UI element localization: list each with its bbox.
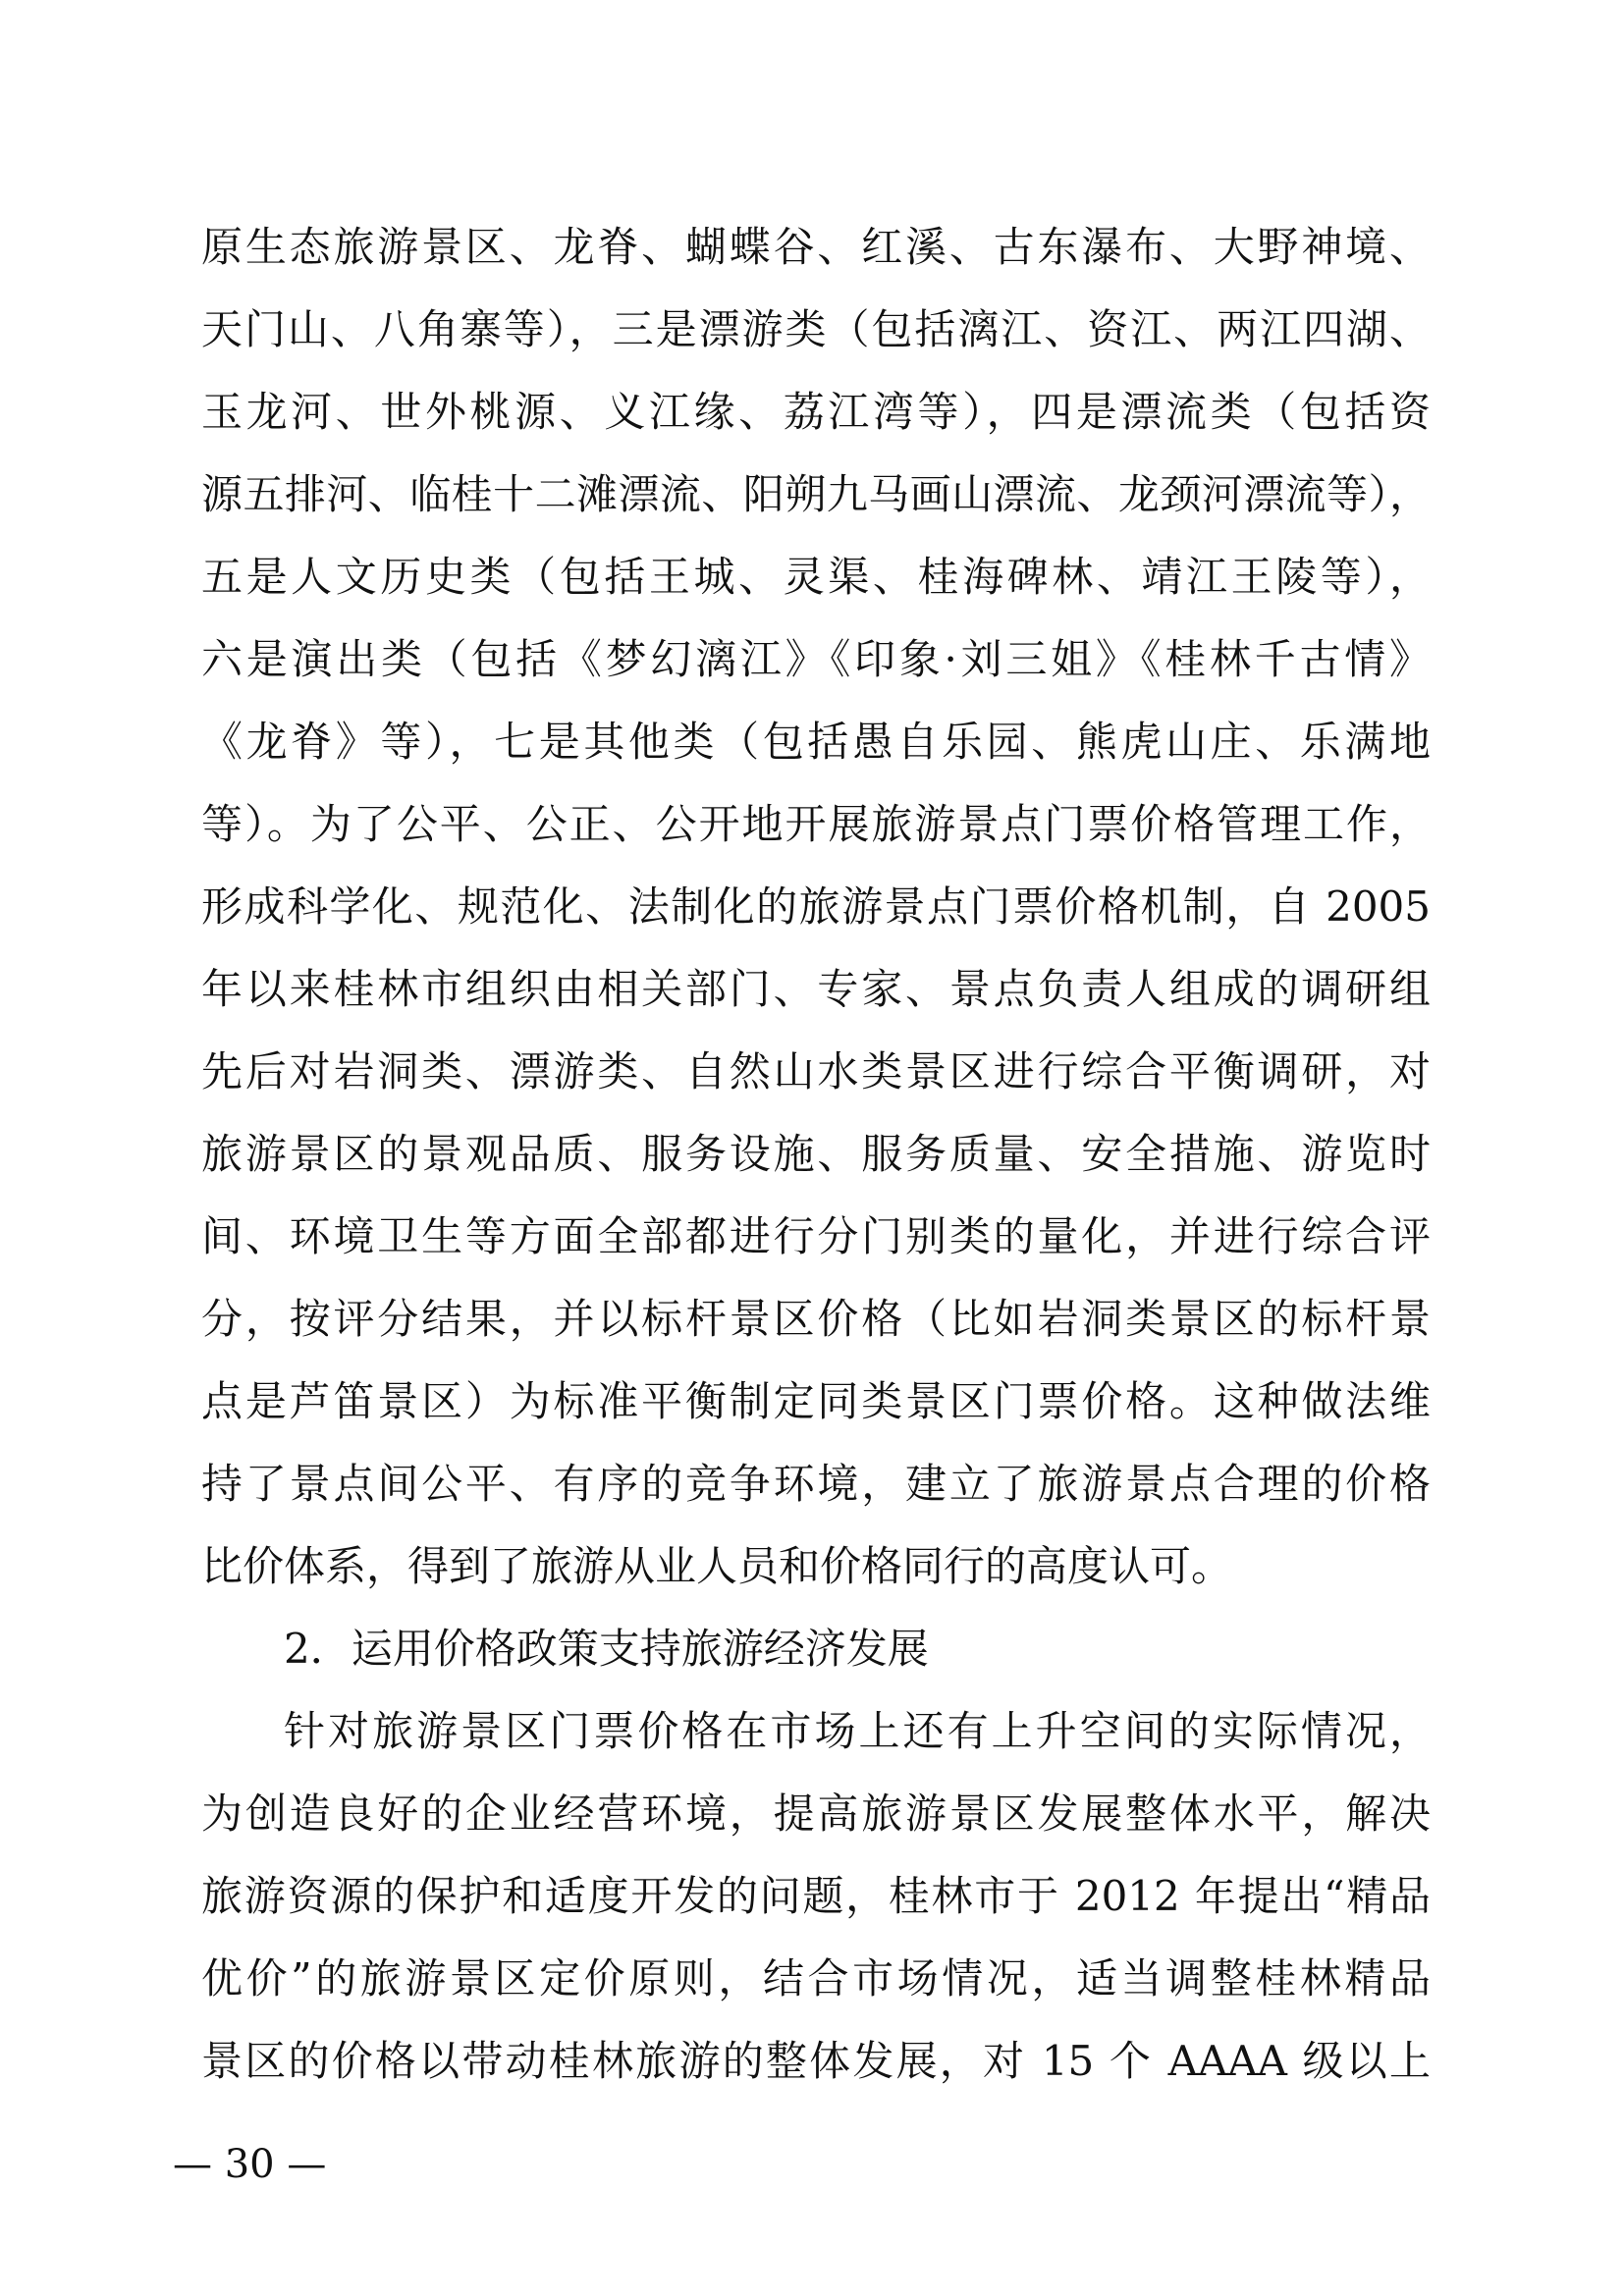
body-text-line: 间、环境卫生等方面全部都进行分门别类的量化，并进行综合评 (201, 1212, 1431, 1260)
body-text-line: 优价”的旅游景区定价原则，结合市场情况，适当调整桂林精品 (201, 1954, 1431, 2002)
body-text-line: 原生态旅游景区、龙脊、蝴蝶谷、红溪、古东瀑布、大野神境、 (201, 223, 1431, 271)
body-text-line: 源五排河、临桂十二滩漂流、阳朔九马画山漂流、龙颈河漂流等）， (201, 470, 1431, 518)
body-text-line: 景区的价格以带动桂林旅游的整体发展，对 15 个 AAAA 级以上 (201, 2037, 1431, 2085)
page-number: — 30 — (173, 2142, 327, 2187)
body-text-line: 点是芦笛景区）为标准平衡制定同类景区门票价格。这种做法维 (201, 1377, 1431, 1425)
body-text-line: 六是演出类（包括《梦幻漓江》《印象·刘三姐》《桂林千古情》 (201, 635, 1431, 683)
body-text-line: 形成科学化、规范化、法制化的旅游景点门票价格机制，自 2005 (201, 882, 1431, 931)
body-text-line: 五是人文历史类（包括王城、灵渠、桂海碑林、靖江王陵等）， (201, 553, 1431, 601)
body-text-line: 比价体系，得到了旅游从业人员和价格同行的高度认可。 (201, 1542, 1233, 1590)
body-text-line: 玉龙河、世外桃源、义江缘、荔江湾等），四是漂流类（包括资 (201, 388, 1431, 436)
body-text-line: 《龙脊》等），七是其他类（包括愚自乐园、熊虎山庄、乐满地 (201, 718, 1431, 766)
body-text-line: 旅游景区的景观品质、服务设施、服务质量、安全措施、游览时 (201, 1130, 1431, 1178)
body-text-line: 持了景点间公平、有序的竞争环境，建立了旅游景点合理的价格 (201, 1460, 1431, 1508)
body-text-line: 年以来桂林市组织由相关部门、专家、景点负责人组成的调研组 (201, 965, 1431, 1013)
body-text-line: 针对旅游景区门票价格在市场上还有上升空间的实际情况， (284, 1707, 1431, 1755)
body-text-line: 旅游资源的保护和适度开发的问题，桂林市于 2012 年提出“精品 (201, 1872, 1431, 1920)
body-text-line: 天门山、八角寨等），三是漂游类（包括漓江、资江、两江四湖、 (201, 305, 1431, 353)
body-text-line: 分，按评分结果，并以标杆景区价格（比如岩洞类景区的标杆景 (201, 1295, 1431, 1343)
section-heading: 2．运用价格政策支持旅游经济发展 (284, 1625, 929, 1673)
body-text-line: 等）。为了公平、公正、公开地开展旅游景点门票价格管理工作， (201, 800, 1431, 848)
body-text-line: 为创造良好的企业经营环境，提高旅游景区发展整体水平，解决 (201, 1789, 1431, 1838)
body-text-line: 先后对岩洞类、漂游类、自然山水类景区进行综合平衡调研，对 (201, 1047, 1431, 1095)
